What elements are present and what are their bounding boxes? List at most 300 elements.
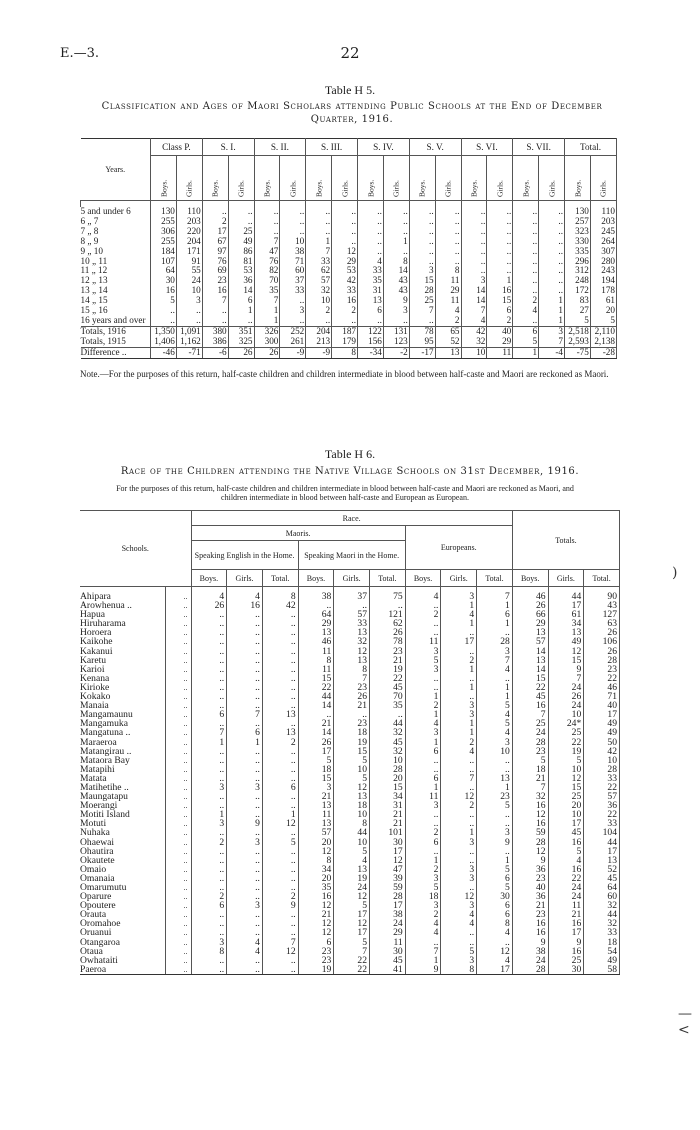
cell-value: 25: [512, 719, 548, 728]
schools-header: Schools.: [80, 511, 191, 587]
age-label: 11 „ 12: [81, 266, 151, 276]
cell-value: 44: [584, 910, 620, 919]
cell-value: ..: [332, 217, 358, 227]
cell-value: 24: [512, 956, 548, 965]
cell-value: ..: [383, 217, 409, 227]
cell-value: 45: [548, 828, 584, 837]
cell-value: 26: [191, 601, 227, 610]
cell-value: ..: [254, 217, 280, 227]
leader-dots: ..: [165, 910, 191, 919]
cell-value: ..: [191, 610, 227, 619]
cell-value: ..: [262, 956, 298, 965]
cell-value: ..: [227, 765, 263, 774]
cell-value: ..: [191, 865, 227, 874]
cell-value: 3: [477, 738, 513, 747]
cell-value: 25: [548, 956, 584, 965]
cell-value: 11: [435, 276, 461, 286]
cell-value: 36: [584, 801, 620, 810]
cell-value: 9: [548, 938, 584, 947]
cell-value: 257: [565, 217, 591, 227]
cell-value: 49: [584, 719, 620, 728]
cell-value: 4: [477, 728, 513, 737]
leader-dots: ..: [165, 683, 191, 692]
cell-value: 23: [298, 947, 334, 956]
girls-subheader: Girls.: [441, 570, 477, 587]
cell-value: 4: [191, 587, 227, 602]
table-h5-caption: Table H 5.: [324, 83, 376, 97]
cell-value: ..: [370, 710, 406, 719]
cell-value: 3: [191, 819, 227, 828]
cell-value: 32: [584, 919, 620, 928]
school-name: Mangamaunu: [80, 710, 165, 719]
cell-value: 19: [334, 874, 370, 883]
cell-value: 351: [228, 326, 254, 336]
cell-value: 7: [477, 656, 513, 665]
cell-value: ..: [191, 792, 227, 801]
years-header: Years.: [81, 139, 151, 201]
cell-value: 44: [584, 838, 620, 847]
cell-value: ..: [441, 856, 477, 865]
cell-value: 64: [298, 610, 334, 619]
cell-value: 2: [202, 217, 228, 227]
cell-value: 18: [584, 938, 620, 947]
cell-value: 11: [548, 901, 584, 910]
totals-label: Totals, 1916: [81, 326, 151, 336]
cell-value: 45: [370, 738, 406, 747]
cell-value: ..: [405, 938, 441, 947]
cell-value: 34: [370, 792, 406, 801]
cell-value: 3: [441, 710, 477, 719]
cell-value: 4: [548, 856, 584, 865]
cell-value: 1: [441, 665, 477, 674]
cell-value: 1: [477, 601, 513, 610]
cell-value: 10: [548, 810, 584, 819]
cell-value: 12: [298, 847, 334, 856]
cell-value: 28: [512, 838, 548, 847]
cell-value: 28: [477, 637, 513, 646]
cell-value: 386: [202, 337, 228, 347]
cell-value: 63: [584, 619, 620, 628]
cell-value: 20: [298, 838, 334, 847]
cell-value: 19: [370, 665, 406, 674]
cell-value: 5: [298, 756, 334, 765]
cell-value: ..: [191, 756, 227, 765]
cell-value: 280: [590, 257, 616, 267]
cell-value: 2: [191, 838, 227, 847]
girls-subheader: Girls.: [539, 156, 565, 201]
school-row: [80, 747, 620, 756]
cell-value: 220: [176, 227, 202, 237]
cell-value: 57: [512, 637, 548, 646]
cell-value: 5: [548, 847, 584, 856]
cell-value: 1: [383, 237, 409, 247]
cell-value: 3: [441, 865, 477, 874]
cell-value: 26: [228, 347, 254, 358]
cell-value: ..: [477, 847, 513, 856]
cell-value: ..: [227, 883, 263, 892]
cell-value: 3: [383, 306, 409, 316]
cell-value: 3: [441, 874, 477, 883]
cell-value: 6: [405, 774, 441, 783]
school-name: Horoera: [80, 628, 165, 637]
cell-value: ..: [409, 237, 435, 247]
cell-value: 35: [370, 701, 406, 710]
cell-value: 23: [512, 874, 548, 883]
cell-value: 28: [584, 765, 620, 774]
school-name: Mangatuna ..: [80, 728, 165, 737]
girls-subheader: Girls.: [590, 156, 616, 201]
totals-label: Totals, 1915: [81, 337, 151, 347]
school-name: Paeroa: [80, 965, 165, 975]
table-h5-note: Note.—For the purposes of this return, half-caste children and children intermediate in blood between half-caste and Maori are reckoned as Maori.: [80, 369, 609, 379]
cell-value: 4: [435, 306, 461, 316]
school-row: [80, 587, 620, 602]
cell-value: 4: [405, 587, 441, 602]
cell-value: ..: [227, 956, 263, 965]
leader-dots: ..: [165, 601, 191, 610]
cell-value: 24: [176, 276, 202, 286]
cell-value: 4: [334, 856, 370, 865]
cell-value: ..: [191, 801, 227, 810]
age-label: 16 years and over: [81, 316, 151, 326]
cell-value: 2: [332, 306, 358, 316]
cell-value: 10: [334, 810, 370, 819]
cell-value: 24: [548, 883, 584, 892]
girls-subheader: Girls.: [383, 156, 409, 201]
cell-value: 11: [487, 347, 513, 358]
cell-value: 4: [405, 919, 441, 928]
cell-value: 19: [298, 965, 334, 975]
cell-value: ..: [202, 306, 228, 316]
cell-value: 2: [262, 892, 298, 901]
cell-value: 7: [254, 296, 280, 306]
cell-value: 25: [228, 227, 254, 237]
cell-value: 35: [358, 276, 384, 286]
school-name: Kaikohe: [80, 637, 165, 646]
cell-value: 29: [487, 337, 513, 347]
cell-value: 1,162: [176, 337, 202, 347]
cell-value: 5: [405, 883, 441, 892]
cell-value: 29: [435, 286, 461, 296]
cell-value: 130: [151, 207, 177, 217]
cell-value: 7: [477, 587, 513, 602]
cell-value: 3: [477, 647, 513, 656]
cell-value: 44: [548, 587, 584, 602]
cell-value: 16: [548, 947, 584, 956]
cell-value: 4: [441, 910, 477, 919]
cell-value: ..: [202, 207, 228, 217]
leader-dots: ..: [165, 965, 191, 975]
cell-value: 43: [383, 276, 409, 286]
school-name: Kenana: [80, 674, 165, 683]
cell-value: ..: [227, 628, 263, 637]
leader-dots: ..: [165, 947, 191, 956]
cell-value: 213: [306, 337, 332, 347]
cell-value: 2: [306, 306, 332, 316]
cell-value: 104: [584, 828, 620, 837]
cell-value: 20: [298, 874, 334, 883]
cell-value: ..: [202, 316, 228, 326]
cell-value: 26: [334, 692, 370, 701]
age-label: 7 „ 8: [81, 227, 151, 237]
cell-value: 8: [435, 266, 461, 276]
cell-value: ..: [539, 276, 565, 286]
cell-value: 2: [441, 738, 477, 747]
cell-value: 57: [298, 828, 334, 837]
cell-value: ..: [383, 227, 409, 237]
cell-value: 40: [512, 883, 548, 892]
school-name: Kokako: [80, 692, 165, 701]
cell-value: 7: [405, 947, 441, 956]
cell-value: 2,518: [565, 326, 591, 336]
cell-value: 5: [441, 947, 477, 956]
leader-dots: ..: [165, 892, 191, 901]
cell-value: 24: [548, 892, 584, 901]
cell-value: 6: [405, 747, 441, 756]
cell-value: 1: [441, 828, 477, 837]
girls-subheader: Girls.: [332, 156, 358, 201]
cell-value: 19: [548, 747, 584, 756]
leader-dots: ..: [165, 637, 191, 646]
cell-value: 8: [298, 656, 334, 665]
cell-value: 22: [334, 965, 370, 975]
leader-dots: ..: [165, 747, 191, 756]
cell-value: ..: [262, 792, 298, 801]
cell-value: ..: [280, 217, 306, 227]
class-group-header: Class P.: [151, 139, 203, 156]
cell-value: 20: [590, 306, 616, 316]
cell-value: ..: [262, 701, 298, 710]
cell-value: 36: [512, 892, 548, 901]
cell-value: 3: [441, 956, 477, 965]
cell-value: 5: [477, 883, 513, 892]
cell-value: 23: [512, 747, 548, 756]
age-label: 8 „ 9: [81, 237, 151, 247]
cell-value: 2: [435, 316, 461, 326]
cell-value: ..: [383, 247, 409, 257]
cell-value: 122: [358, 326, 384, 336]
cell-value: 33: [358, 266, 384, 276]
cell-value: 38: [512, 947, 548, 956]
cell-value: 4: [358, 257, 384, 267]
cell-value: 49: [584, 728, 620, 737]
cell-value: 10: [477, 747, 513, 756]
cell-value: ..: [227, 865, 263, 874]
cell-value: ..: [227, 801, 263, 810]
cell-value: 15: [298, 774, 334, 783]
cell-value: 15: [548, 783, 584, 792]
school-name: Matihetihe ..: [80, 783, 165, 792]
cell-value: ..: [191, 665, 227, 674]
cell-value: ..: [370, 601, 406, 610]
cell-value: 42: [584, 747, 620, 756]
cell-value: 23: [512, 910, 548, 919]
girls-subheader: Girls.: [435, 156, 461, 201]
cell-value: 4: [405, 719, 441, 728]
cell-value: -4: [539, 347, 565, 358]
cell-value: 5: [334, 756, 370, 765]
cell-value: 35: [298, 883, 334, 892]
school-name: Omaio: [80, 865, 165, 874]
cell-value: 187: [332, 326, 358, 336]
cell-value: 12: [441, 792, 477, 801]
cell-value: 57: [306, 276, 332, 286]
cell-value: ..: [262, 628, 298, 637]
cell-value: ..: [227, 610, 263, 619]
cell-value: 64: [151, 266, 177, 276]
cell-value: 18: [334, 728, 370, 737]
cell-value: 255: [151, 237, 177, 247]
cell-value: 37: [280, 276, 306, 286]
cell-value: 23: [477, 792, 513, 801]
boys-subheader: Boys.: [254, 156, 280, 201]
leader-dots: ..: [165, 701, 191, 710]
cell-value: ..: [513, 247, 539, 257]
cell-value: ..: [409, 207, 435, 217]
school-name: Kirioke: [80, 683, 165, 692]
class-group-header: S. V.: [409, 139, 461, 156]
cell-value: 47: [370, 865, 406, 874]
leader-dots: ..: [165, 919, 191, 928]
cell-value: 30: [548, 965, 584, 975]
cell-value: ..: [358, 247, 384, 257]
cell-value: 15: [370, 783, 406, 792]
cell-value: -9: [306, 347, 332, 358]
cell-value: 28: [512, 965, 548, 975]
cell-value: 26: [548, 692, 584, 701]
school-name: Oromahoe: [80, 919, 165, 928]
cell-value: 26: [584, 647, 620, 656]
cell-value: 16: [332, 296, 358, 306]
cell-value: 16: [512, 819, 548, 828]
cell-value: ..: [176, 306, 202, 316]
cell-value: 264: [590, 237, 616, 247]
cell-value: 323: [565, 227, 591, 237]
cell-value: ..: [262, 674, 298, 683]
cell-value: 76: [254, 257, 280, 267]
cell-value: 43: [584, 601, 620, 610]
cell-value: ..: [262, 919, 298, 928]
cell-value: 1: [306, 237, 332, 247]
cell-value: 1: [254, 306, 280, 316]
cell-value: ..: [262, 647, 298, 656]
cell-value: 204: [176, 237, 202, 247]
cell-value: ..: [228, 217, 254, 227]
cell-value: 22: [548, 874, 584, 883]
cell-value: ..: [405, 683, 441, 692]
cell-value: 12: [334, 892, 370, 901]
cell-value: ..: [227, 756, 263, 765]
cell-value: 14: [461, 286, 487, 296]
cell-value: 21: [334, 701, 370, 710]
cell-value: 5: [477, 865, 513, 874]
margin-mark: —<: [678, 1006, 692, 1038]
cell-value: 8: [332, 347, 358, 358]
cell-value: 13: [512, 656, 548, 665]
cell-value: 7: [539, 337, 565, 347]
school-name: Hiruharama: [80, 619, 165, 628]
cell-value: ..: [191, 874, 227, 883]
cell-value: 12: [332, 247, 358, 257]
cell-value: 17: [584, 710, 620, 719]
cell-value: -75: [565, 347, 591, 358]
leader-dots: ..: [165, 883, 191, 892]
cell-value: 1: [539, 296, 565, 306]
school-name: Arowhenua ..: [80, 601, 165, 610]
cell-value: 53: [228, 266, 254, 276]
cell-value: ..: [441, 847, 477, 856]
cell-value: 38: [280, 247, 306, 257]
cell-value: 32: [370, 728, 406, 737]
cell-value: 59: [512, 828, 548, 837]
cell-value: ..: [383, 316, 409, 326]
cell-value: ..: [539, 286, 565, 296]
cell-value: 21: [298, 719, 334, 728]
cell-value: 6: [477, 901, 513, 910]
cell-value: 32: [584, 901, 620, 910]
cell-value: 4: [513, 306, 539, 316]
cell-value: 24: [370, 919, 406, 928]
cell-value: ..: [227, 910, 263, 919]
cell-value: ..: [487, 217, 513, 227]
cell-value: 300: [254, 337, 280, 347]
cell-value: ..: [262, 847, 298, 856]
cell-value: 7: [227, 710, 263, 719]
cell-value: 22: [298, 683, 334, 692]
cell-value: 24: [548, 683, 584, 692]
cell-value: -9: [280, 347, 306, 358]
cell-value: 28: [370, 892, 406, 901]
cell-value: ..: [191, 719, 227, 728]
cell-value: 38: [298, 587, 334, 602]
cell-value: ..: [228, 207, 254, 217]
cell-value: 66: [512, 610, 548, 619]
cell-value: 6: [298, 938, 334, 947]
cell-value: ..: [513, 286, 539, 296]
cell-value: 110: [590, 207, 616, 217]
cell-value: ..: [191, 883, 227, 892]
cell-value: 42: [332, 276, 358, 286]
cell-value: ..: [358, 217, 384, 227]
cell-value: 18: [512, 765, 548, 774]
cell-value: 33: [334, 619, 370, 628]
cell-value: ..: [358, 207, 384, 217]
cell-value: 15: [409, 276, 435, 286]
cell-value: 32: [306, 286, 332, 296]
cell-value: ..: [176, 316, 202, 326]
cell-value: 90: [584, 587, 620, 602]
cell-value: 1,406: [151, 337, 177, 347]
school-name: Moerangi: [80, 801, 165, 810]
cell-value: 32: [512, 792, 548, 801]
cell-value: 42: [461, 326, 487, 336]
cell-value: 243: [590, 266, 616, 276]
age-label: 9 „ 10: [81, 247, 151, 257]
cell-value: 3: [405, 874, 441, 883]
cell-value: 17: [548, 601, 584, 610]
cell-value: 121: [370, 610, 406, 619]
cell-value: -6: [202, 347, 228, 358]
cell-value: 14: [298, 728, 334, 737]
cell-value: 2: [262, 738, 298, 747]
cell-value: ..: [227, 619, 263, 628]
cell-value: 8: [383, 257, 409, 267]
cell-value: 29: [370, 928, 406, 937]
leader-dots: ..: [165, 587, 191, 602]
cell-value: 6: [487, 306, 513, 316]
cell-value: ..: [477, 810, 513, 819]
cell-value: 4: [441, 610, 477, 619]
